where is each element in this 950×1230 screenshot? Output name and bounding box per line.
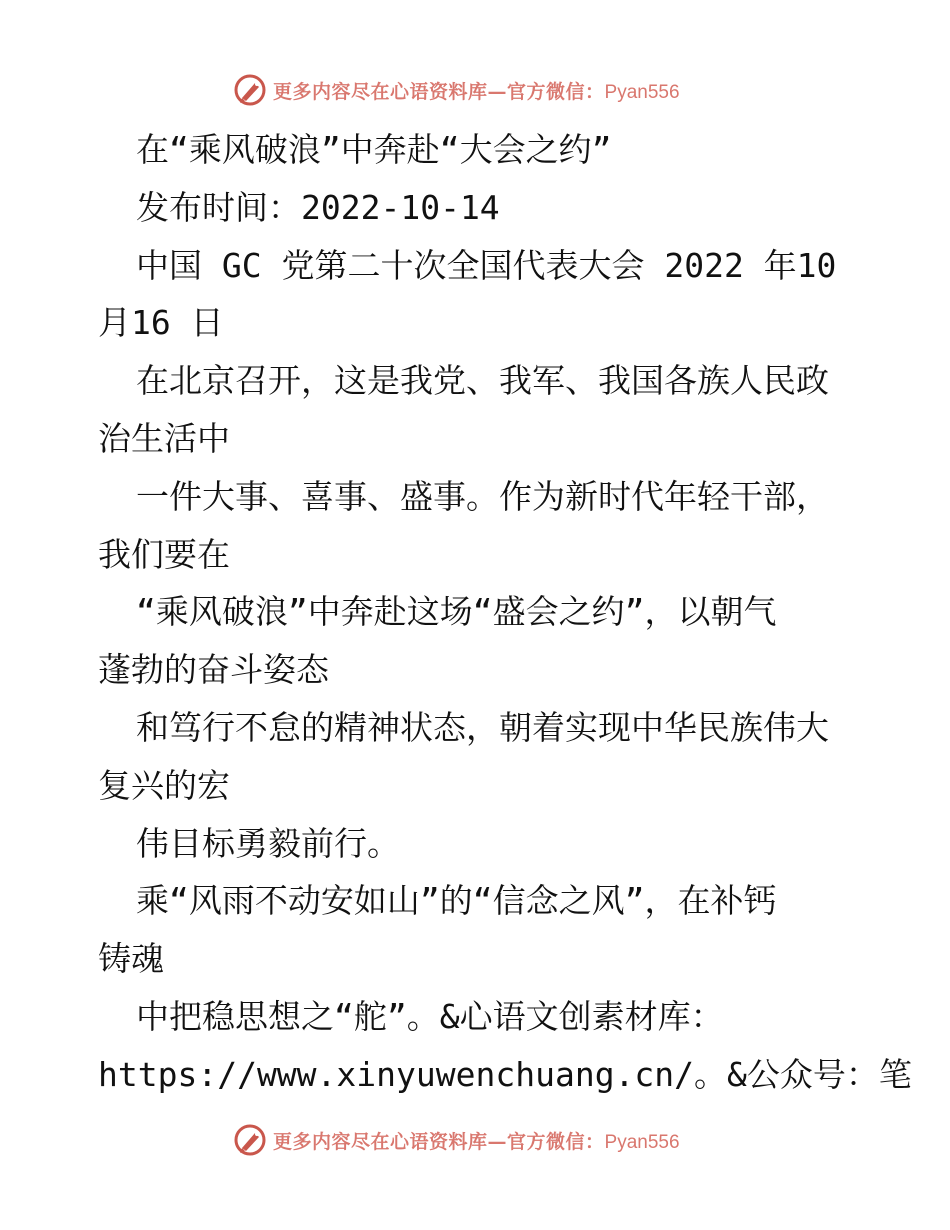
text-line: 蓬勃的奋斗姿态	[98, 650, 329, 690]
text-line: 在“乘风破浪”中奔赴“大会之约”	[136, 130, 612, 169]
pen-logo-icon	[233, 73, 267, 107]
header-watermark	[233, 70, 680, 110]
pen-logo-icon	[233, 1123, 267, 1157]
text-line: “乘风破浪”中奔赴这场“盛会之约”，以朝气	[136, 592, 777, 632]
text-line: 和笃行不怠的精神状态，朝着实现中华民族伟大	[136, 707, 829, 747]
text-line: 月16 日	[98, 303, 224, 343]
article-body	[98, 121, 912, 1104]
text-line: 我们要在	[98, 534, 230, 574]
text-line: 一件大事、喜事、盛事。作为新时代年轻干部，	[136, 476, 829, 516]
footer-watermark	[233, 1120, 680, 1160]
text-line: 伟目标勇毅前行。	[136, 823, 400, 863]
watermark-text: 更多内容尽在心语资料库—官方微信：	[273, 80, 605, 103]
text-line: https://www.xinyuwenchuang.cn/。&公众号：笔	[98, 1054, 912, 1094]
text-line: 中国 GC 党第二十次全国代表大会 2022 年10	[136, 245, 837, 285]
text-line: 在北京召开，这是我党、我军、我国各族人民政	[136, 361, 829, 401]
text-line: 复兴的宏	[98, 765, 230, 805]
watermark-wechat-id: Pyan556	[604, 1131, 680, 1153]
text-line: 乘“风雨不动安如山”的“信念之风”，在补钙	[136, 881, 777, 921]
watermark-wechat-id: Pyan556	[604, 81, 680, 103]
text-line: 中把稳思想之“舵”。&心语文创素材库：	[136, 996, 724, 1036]
text-line: 治生活中	[98, 418, 230, 458]
watermark-text: 更多内容尽在心语资料库—官方微信：	[273, 1130, 605, 1153]
text-line: 发布时间：2022-10-14	[136, 187, 500, 227]
text-line: 铸魂	[98, 939, 164, 979]
